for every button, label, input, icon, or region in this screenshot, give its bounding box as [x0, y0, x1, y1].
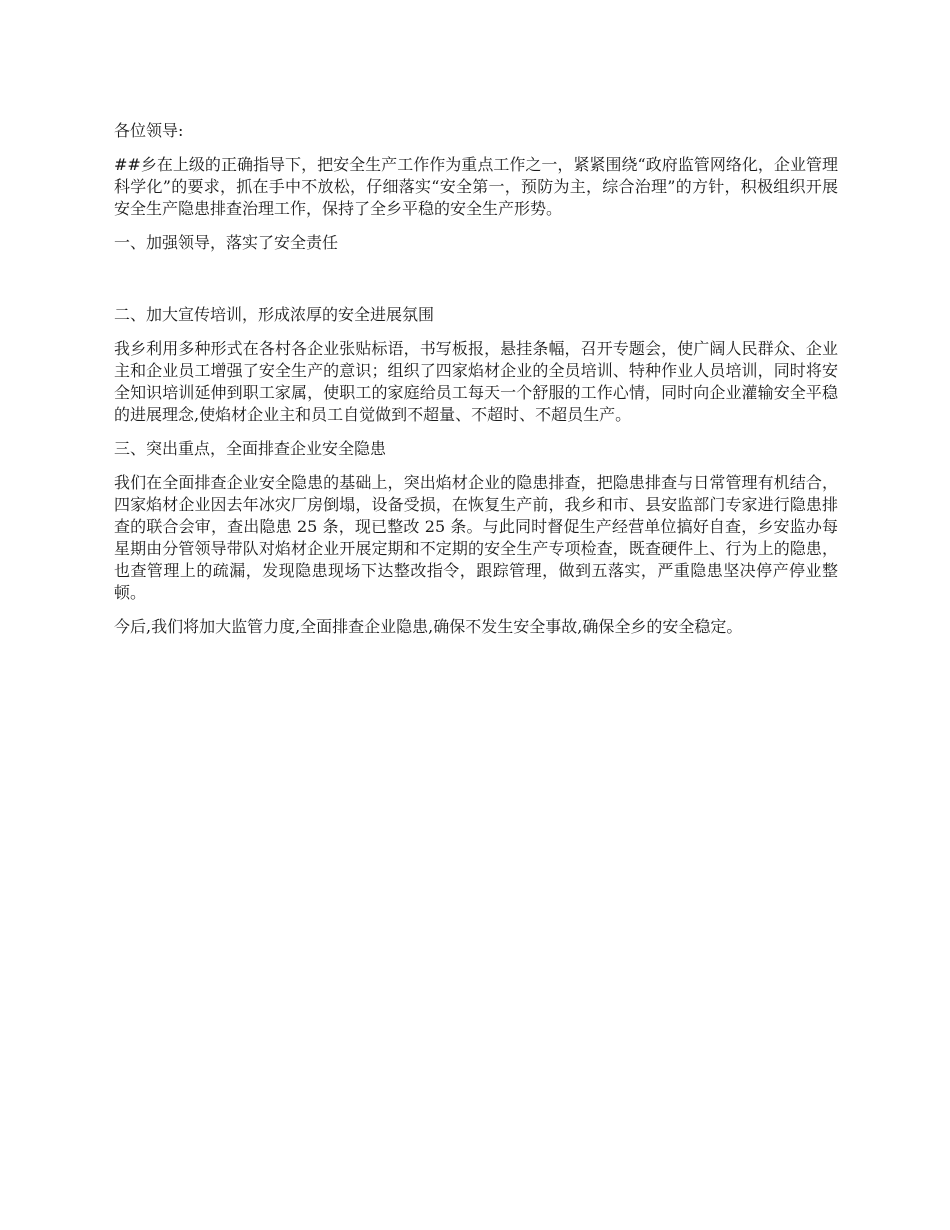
spacer — [114, 254, 838, 304]
section-heading-1: 一、加强领导，落实了安全责任 — [114, 233, 339, 252]
section-heading-3: 三、突出重点，全面排查企业安全隐患 — [114, 439, 387, 458]
salutation: 各位领导: — [114, 121, 184, 140]
intro-paragraph: ##乡在上级的正确指导下，把安全生产工作作为重点工作之一，紧紧围绕“政府监管网络化，企业管理科学化”的要求，抓在手中不放松，仔细落实“安全第一，预防为主，综合治理”的方针，积极组织开展安全生产隐患排查治理工作，保持了全乡平稳的安全生产形势。 — [114, 155, 838, 218]
spacer — [114, 142, 838, 154]
spacer — [114, 460, 838, 472]
document-page — [114, 120, 838, 638]
spacer — [114, 426, 838, 438]
spacer — [114, 604, 838, 616]
spacer — [114, 220, 838, 232]
section-2-paragraph: 我乡利用多种形式在各村各企业张贴标语，书写板报，悬挂条幅，召开专题会，使广阔人民群众、企业主和企业员工增强了安全生产的意识；组织了四家焰材企业的全员培训、特种作业人员培训，同时将安全知识培训延伸到职工家属，使职工的家庭给员工每天一个舒服的工作心情，同时向企业灌输安全平稳的进展理念,使焰材企业主和员工自觉做到不超量、不超时、不超员生产。 — [114, 339, 838, 424]
conclusion-paragraph: 今后,我们将加大监管力度,全面排查企业隐患,确保不发生安全事故,确保全乡的安全稳定。 — [114, 617, 743, 636]
section-heading-2: 二、加大宣传培训，形成浓厚的安全进展氛围 — [114, 305, 435, 324]
section-3-paragraph: 我们在全面排查企业安全隐患的基础上，突出焰材企业的隐患排查，把隐患排查与日常管理有机结合，四家焰材企业因去年冰灾厂房倒塌，设备受损，在恢复生产前，我乡和市、县安监部门专家进行隐患排查的联合会审，查出隐患 25 条，现已整改 25 条。与此同时督促生产经营单位搞好自查，乡安监办每星期由分管领导带队对焰材企业开展定期和不定期的安全生产专项检查，既查硬件上、行为上的隐患，也查管理上的疏漏，发现隐患现场下达整改指令，跟踪管理，做到五落实，严重隐患坚决停产停业整顿。 — [114, 473, 838, 602]
spacer — [114, 326, 838, 338]
